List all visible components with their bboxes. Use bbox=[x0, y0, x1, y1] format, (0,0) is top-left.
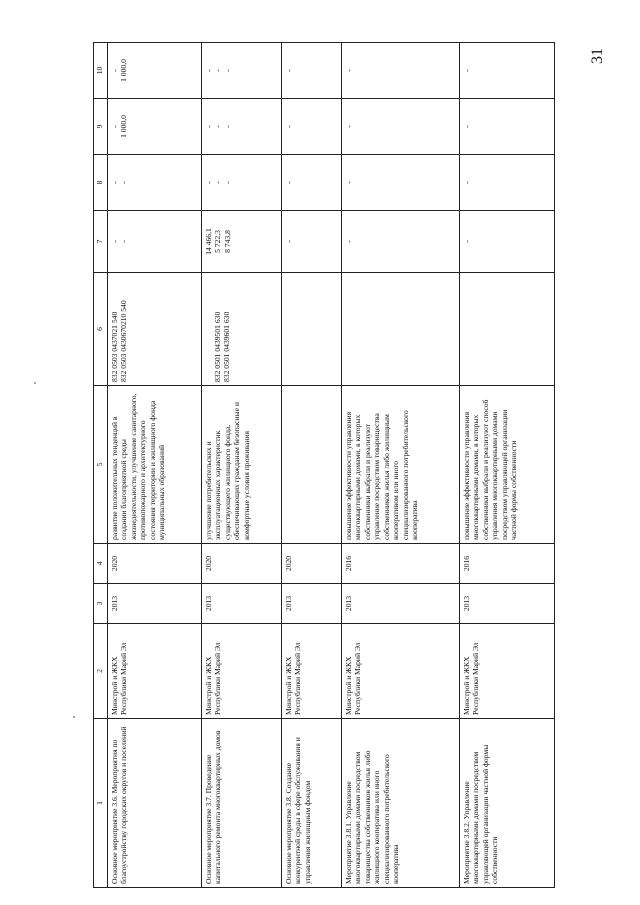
column-header: 9 bbox=[94, 99, 108, 155]
column-number-row bbox=[94, 43, 108, 888]
value-cell bbox=[108, 211, 202, 273]
responsible-executor: Минстрой и ЖКХ Республики Марий Эл bbox=[342, 624, 460, 719]
column-header: 1 bbox=[94, 719, 108, 888]
column-header: 4 bbox=[94, 544, 108, 584]
start-year: 2013 bbox=[108, 584, 202, 624]
start-year: 2013 bbox=[460, 584, 555, 624]
value: - bbox=[204, 181, 213, 184]
expected-result: повышение эффективности управления многоквартирными домами, в которых собственники выбрали и реализуют способ управления многоквартирными домами посредством управляющей организации частной формы собственности bbox=[460, 386, 555, 544]
budget-code-cell bbox=[108, 273, 202, 386]
measure-name: Мероприятие 3.8.1. Управление многоквартирными домами посредством товарищества собственников жилья либо жилищного кооператива или иного специализированного потребительского кооператива bbox=[342, 719, 460, 888]
value: - bbox=[110, 181, 119, 184]
end-year: 2016 bbox=[342, 544, 460, 584]
responsible-executor: Минстрой и ЖКХ Республики Марий Эл bbox=[282, 624, 342, 719]
value: - bbox=[204, 125, 213, 128]
value: - bbox=[282, 211, 342, 273]
value-cell bbox=[108, 99, 202, 155]
value: - bbox=[460, 99, 555, 155]
column-header: 10 bbox=[94, 43, 108, 99]
budget-code bbox=[342, 273, 460, 386]
column-header: 2 bbox=[94, 624, 108, 719]
value: - bbox=[204, 69, 213, 72]
table-row bbox=[460, 43, 555, 888]
value-cell bbox=[108, 43, 202, 99]
column-header: 7 bbox=[94, 211, 108, 273]
value-cell bbox=[202, 99, 282, 155]
budget-code: 832 0503 0430670210 540 bbox=[119, 300, 129, 382]
measure-name: Основное мероприятие 3.8. Создание конкурентной среды в сфере обслуживания и управления жилищным фондом bbox=[282, 719, 342, 888]
program-measures-table bbox=[93, 42, 555, 888]
value: - bbox=[282, 99, 342, 155]
start-year: 2013 bbox=[202, 584, 282, 624]
column-header: 8 bbox=[94, 155, 108, 211]
budget-code bbox=[460, 273, 555, 386]
table-row bbox=[282, 43, 342, 888]
value-cell bbox=[202, 155, 282, 211]
value: - bbox=[282, 155, 342, 211]
value: - bbox=[222, 69, 232, 72]
budget-code-cell bbox=[202, 273, 282, 386]
value: 5 722,3 bbox=[213, 230, 223, 253]
scan-speck bbox=[73, 716, 75, 718]
rotated-page-content bbox=[93, 43, 548, 888]
value: 1 000,0 bbox=[119, 115, 129, 138]
value: - bbox=[342, 155, 460, 211]
value: - bbox=[460, 43, 555, 99]
value: - bbox=[222, 181, 232, 184]
value: - bbox=[110, 125, 119, 128]
value: - bbox=[460, 155, 555, 211]
value-cell bbox=[202, 43, 282, 99]
budget-code: 832 0501 0439601 630 bbox=[222, 311, 232, 382]
value: 1 000,0 bbox=[119, 59, 129, 82]
value: - bbox=[282, 43, 342, 99]
table-row bbox=[342, 43, 460, 888]
start-year: 2013 bbox=[282, 584, 342, 624]
value: - bbox=[342, 43, 460, 99]
expected-result: развитие положительных тенденций в создании благоприятной среды жизнедеятельности, улучшение санитарного, противопожарного и архитектурного состояния территории и жилищного фонда муниципальных образований bbox=[108, 386, 202, 544]
value: - bbox=[110, 240, 119, 243]
measure-name: Основное мероприятие 3.6. Мероприятия по благоустройству городских округов и поселений bbox=[108, 719, 202, 888]
measure-name: Мероприятие 3.8.2. Управление многоквартирными домами посредством управляющей организации частной формы собственности bbox=[460, 719, 555, 888]
expected-result: улучшение потребительских и эксплуатационных характеристик существующего жилищного фонда, обеспечивающих гражданам безопасные и комфортные условия проживания bbox=[202, 386, 282, 544]
end-year: 2020 bbox=[282, 544, 342, 584]
value-cell bbox=[108, 155, 202, 211]
table-row bbox=[202, 43, 282, 888]
expected-result: повышение эффективности управления многоквартирными домами, в которых собственники выбрали и реализуют управление посредством товарищества собственников жилья либо жилищным кооперативом или иного специализированного потребительского кооператива bbox=[342, 386, 460, 544]
value: - bbox=[119, 240, 129, 243]
budget-code bbox=[204, 276, 213, 382]
measure-name: Основное мероприятие 3.7. Проведение капитального ремонта многоквартирных домов bbox=[202, 719, 282, 888]
budget-code: 832 0501 0439501 630 bbox=[213, 311, 222, 382]
value: - bbox=[342, 211, 460, 273]
value-cell bbox=[202, 211, 282, 273]
budget-code: 832 0503 0437021 540 bbox=[110, 311, 119, 382]
value: 8 743,8 bbox=[222, 230, 232, 253]
value: - bbox=[460, 211, 555, 273]
value: 14 466,1 bbox=[204, 228, 213, 255]
value: - bbox=[213, 125, 223, 128]
column-header: 5 bbox=[94, 386, 108, 544]
value: - bbox=[342, 99, 460, 155]
end-year: 2016 bbox=[460, 544, 555, 584]
end-year: 2020 bbox=[202, 544, 282, 584]
responsible-executor: Минстрой и ЖКХ Республики Марий Эл bbox=[202, 624, 282, 719]
table-row bbox=[108, 43, 202, 888]
expected-result bbox=[282, 386, 342, 544]
budget-code bbox=[282, 273, 342, 386]
scan-speck bbox=[34, 382, 36, 384]
responsible-executor: Минстрой и ЖКХ Республики Марий Эл bbox=[460, 624, 555, 719]
responsible-executor: Минстрой и ЖКХ Республики Марий Эл bbox=[108, 624, 202, 719]
page-number: 31 bbox=[589, 48, 606, 64]
value: - bbox=[213, 181, 223, 184]
end-year: 2020 bbox=[108, 544, 202, 584]
column-header: 6 bbox=[94, 273, 108, 386]
column-header: 3 bbox=[94, 584, 108, 624]
start-year: 2013 bbox=[342, 584, 460, 624]
value: - bbox=[119, 181, 129, 184]
value: - bbox=[222, 125, 232, 128]
value: - bbox=[213, 69, 223, 72]
value: - bbox=[110, 69, 119, 72]
